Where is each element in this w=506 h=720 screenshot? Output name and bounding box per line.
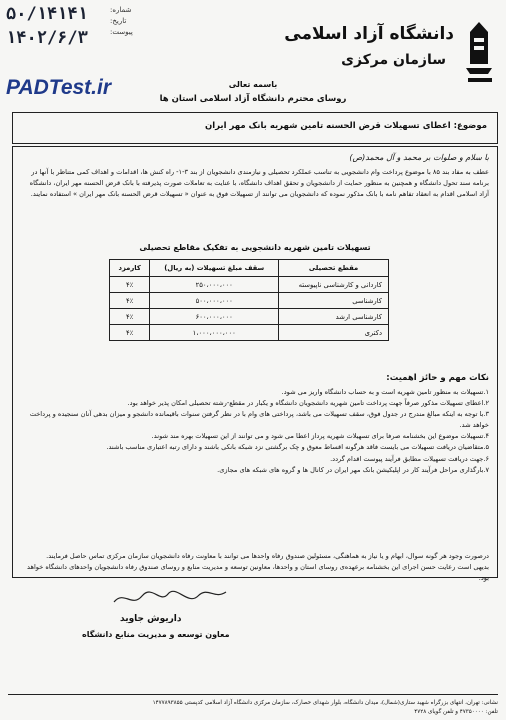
cell-amount: ۶۰۰،۰۰۰،۰۰۰: [150, 309, 279, 325]
attachment-label: پیوست:: [110, 28, 133, 36]
signer-title: معاون توسعه و مدیریت منابع دانشگاه: [82, 630, 230, 639]
letter-number: ۵۰/۱۴۱۴۱: [6, 4, 88, 24]
number-label: شماره:: [110, 6, 132, 14]
subject: موضوع: اعطای تسهیلات قرض الحسنه تامین شهریه بانک مهر ایران: [204, 121, 487, 131]
signer-name: داریوش جاوید: [120, 614, 182, 624]
cell-amount: ۵۰۰،۰۰۰،۰۰۰: [150, 293, 279, 309]
cell-fee: ۴٪: [110, 293, 150, 309]
table-title: تسهیلات تامین شهریه دانشجویی به تفکیک مقاطع تحصیلی: [139, 243, 371, 252]
phone-text: تلفن: ۴۷۳۵۰۰۰۰ و تلفن گویای ۴۷۲۸: [414, 709, 498, 715]
loan-table: [109, 259, 389, 341]
closing-paragraph-1: درصورت وجود هر گونه سوال، ابهام و یا نیاز به هماهنگی، مسئولین صندوق رفاه واحدها می توانند با معاونت رفاه دانشجویان سازمان مرکزی تماس حاصل فرمایند.: [46, 552, 489, 560]
closing-paragraph-2: بدیهی است رعایت حسن اجرای این بخشنامه برعهده‌ی روسای استان و واحدها، معاونین توسعه و مدیریت منابع و روسای صندوق رفاه دانشجویان واحدهای دانشگاه خواهد بود.: [27, 563, 489, 582]
recipient: روسای محترم دانشگاه آزاد اسلامی استان ها: [159, 94, 347, 104]
cell-fee: ۴٪: [110, 277, 150, 293]
cell-degree: کاردانی و کارشناسی ناپیوسته: [279, 277, 389, 293]
col-amount: سقف مبلغ تسهیلات (به ریال): [150, 260, 279, 277]
list-item: ۳.با توجه به اینکه مبالغ مندرج در جدول فوق، سقف تسهیلات می باشد، پرداختی های وام با در نظر گرفتن سنوات باقیمانده دانشجو و میزان بدهی آنان سنجیده و پرداخت خواهد شد.: [29, 410, 489, 430]
notes-list: [23, 387, 489, 476]
list-item: ۷.بارگذاری مراحل فرآیند کار در اپلیکیشن بانک مهر ایران در کانال ها و گروه های شبکه های مجازی.: [217, 465, 489, 474]
cell-amount: ۲۵۰،۰۰۰،۰۰۰: [150, 277, 279, 293]
list-item: ۱.تسهیلات به منظور تامین شهریه است و به حساب دانشگاه واریز می شود.: [281, 388, 489, 396]
cell-degree: کارشناسی: [279, 293, 389, 309]
cell-fee: ۴٪: [110, 325, 150, 341]
subject-box: [12, 112, 498, 144]
list-item: ۲.اعطای تسهیلات مذکور صرفاً جهت پرداخت تامین شهریه دانشجویان دانشگاه و یکبار در مقطع-رشته تحصیلی امکان پذیر خواهد بود.: [127, 399, 489, 408]
list-item: ۴.تسهیلات موضوع این بخشنامه صرفا برای تسهیلات شهریه پرداز اعطا می شود و می توانند از این تسهیلات بهره مند شوند.: [151, 432, 489, 441]
address-text: نشانی: تهران، انتهای بزرگراه شهید ستاری(شمال)، میدان دانشگاه، بلوار شهدای حصارک، سازمان مرکزی دانشگاه آزاد اسلامی کدپستی ۱۴۷۷۸۹۳۸۵۵: [152, 700, 498, 706]
footer-address: [8, 694, 498, 717]
col-degree: مقطع تحصیلی: [279, 260, 389, 277]
table-header-row: [110, 260, 389, 277]
list-item: ۶.جهت دریافت تسهیلات مطابق فرآیند پیوست اقدام گردد.: [330, 454, 489, 463]
table-row: [110, 325, 389, 341]
letter-date: ۱۴۰۲/۶/۳: [6, 28, 88, 48]
notes-title: نکات مهم و حائز اهمیت:: [386, 373, 489, 383]
intro-paragraph: عطف به مفاد بند ۸۵ با موضوع پرداخت وام دانشجویی به تناسب عملکرد تحصیلی و نیازمندی دانشجویان از بند ۳-۱- راه کنش ها، اقدامات و اهداف کمی متناظر با آنها در برنامه سند تحول دانشگاه و همچنین به منظور حمایت از دانشجویان و تحقق اهداف دانشگاه، با عنایت به تعاملات صورت پذیرفته با بانک قرض الحسنه مهر ایران، دانشگاه آزاد اسلامی اقدام به انعقاد تفاهم نامه با بانک مذکور نموده که دانشجویان می توانند از تسهیلات فوق به عنوان « تسهیلات قرض الحسنه بانک مهر ایران » استفاده نمایند.: [29, 168, 489, 199]
table-row: [110, 277, 389, 293]
university-name: دانشگاه آزاد اسلامی: [284, 24, 454, 44]
cell-degree: دکتری: [279, 325, 389, 341]
watermark: PADTest.ir: [6, 76, 112, 99]
table-row: [110, 309, 389, 325]
org-unit: سازمان مرکزی: [341, 52, 446, 68]
col-fee: کارمزد: [110, 260, 150, 277]
table-row: [110, 293, 389, 309]
list-item: ۵.متقاضیان دریافت تسهیلات می بایست فاقد هرگونه اقساط معوق و چک برگشتی نزد شبکه بانکی باشند و دارای رتبه اعتباری مناسب باشند.: [106, 443, 489, 452]
closing-paragraphs: [23, 551, 489, 584]
date-label: تاریخ:: [110, 17, 127, 25]
handwritten-signature-icon: [110, 586, 230, 610]
bismillah: باسمه تعالی: [228, 80, 278, 89]
cell-amount: ۱،۰۰۰،۰۰۰،۰۰۰: [150, 325, 279, 341]
letter-body: [12, 146, 498, 582]
cell-degree: کارشناسی ارشد: [279, 309, 389, 325]
salutation: با سلام و صلوات بر محمد و آل محمد(ص): [349, 153, 489, 162]
cell-fee: ۴٪: [110, 309, 150, 325]
